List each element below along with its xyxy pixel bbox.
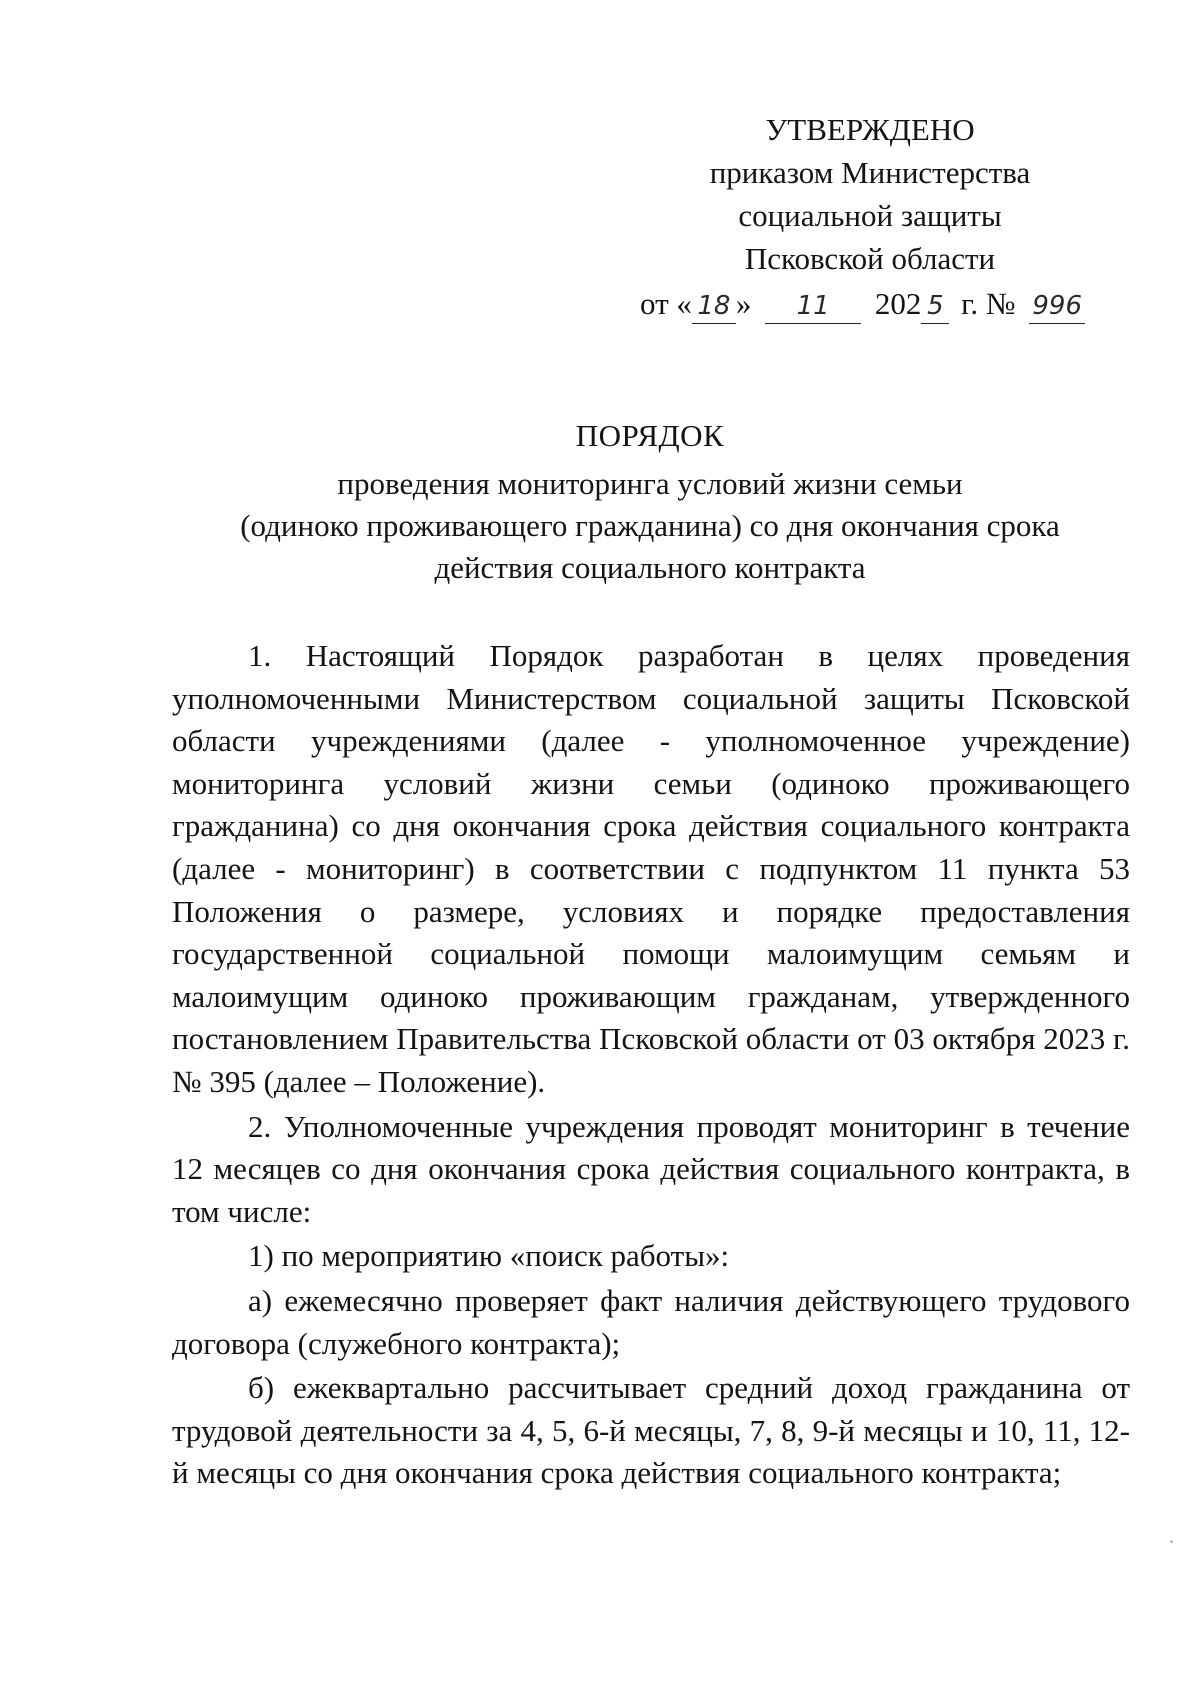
title-sub-1: проведения мониторинга условий жизни семьи [337,466,963,501]
paragraph-sub-b: б) ежеквартально рассчитывает средний доход гражданина от трудовой деятельности за 4, 5, 6-й месяцы, 7, 8, 9-й месяцы и 10, 11, 12-й месяцы со дня окончания срока действия социального контракта; [172,1370,1130,1491]
title-sub-2: (одиноко проживающего гражданина) со дня окончания срока [240,508,1060,543]
approval-heading: УТВЕРЖДЕНО [765,112,975,147]
paragraph-sub-a: а) ежемесячно проверяет факт наличия действующего трудового договора (служебного контракта); [172,1282,1130,1361]
date-day: 18 [692,289,736,324]
date-year-prefix: 202 [874,286,922,321]
paragraph-2: 2. Уполномоченные учреждения проводят мониторинг в течение 12 месяцев со дня окончания срока действия социального контракта, в том числе: [172,1108,1130,1229]
paragraph-1: 1. Настоящий Порядок разработан в целях проведения уполномоченными Министерством социальной защиты Псковской области учреждениями (далее - уполномоченное учреждение) мониторинга условий жизни семьи (одиноко проживающего гражданина) со дня окончания срока действия социального контракта (далее - мониторинг) в соответствии с подпунктом 11 пункта 53 Положения о размере, условиях и порядке предоставления государственной социальной помощи малоимущим семьям и малоимущим одиноко проживающим гражданам, утвержденного постановлением Правительства Псковской области от 03 октября 2023 г. № 395 (далее – Положение). [172,638,1130,1099]
date-close: » [735,286,752,321]
date-suffix: г. № [961,286,1016,321]
scan-artifact-dot [1170,1540,1173,1543]
document-title [170,415,1130,589]
date-month: 11 [765,289,861,324]
document-body [172,635,1130,1497]
order-number: 996 [1029,289,1085,324]
title-main: ПОРЯДОК [575,418,725,453]
title-sub-3: действия социального контракта [434,550,866,585]
date-year-digit: 5 [921,289,949,324]
approval-line-ministry: приказом Министерства [709,155,1031,190]
approval-line-social: социальной защиты [738,198,1002,233]
approval-stamp [640,108,1100,325]
approval-date-line [640,282,1100,325]
date-prefix: от « [640,286,692,321]
paragraph-sub-1: 1) по мероприятию «поиск работы»: [248,1238,730,1274]
approval-line-region: Псковской области [744,241,996,276]
